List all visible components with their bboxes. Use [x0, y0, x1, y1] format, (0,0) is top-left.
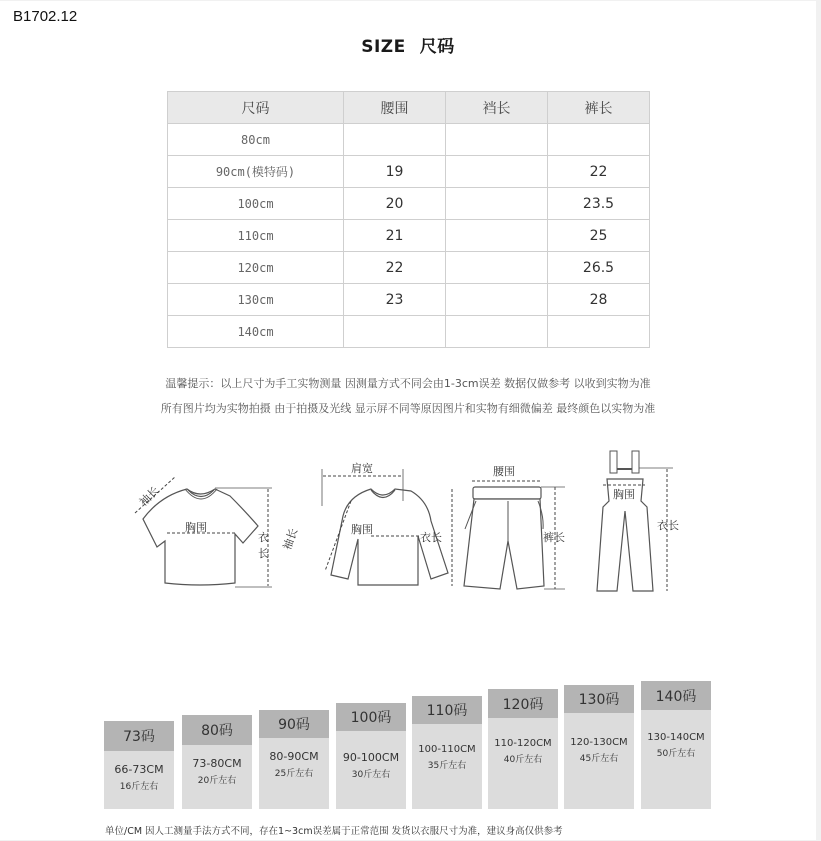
- size-block-weight: 45斤左右: [579, 754, 619, 764]
- size-block-range: 80-90CM: [269, 750, 319, 763]
- cell-size: 80cm: [168, 124, 344, 156]
- size-block: [641, 681, 711, 809]
- label-length: 衣长: [420, 531, 442, 544]
- column-header-waist: 腰围: [344, 92, 446, 124]
- label-chest: 胸围: [185, 521, 207, 534]
- label-sleeve: 袖长: [136, 483, 162, 509]
- label-length: 衣长: [258, 531, 269, 560]
- size-block-weight: 25斤左右: [274, 769, 314, 779]
- title-cn: 尺码: [419, 37, 455, 57]
- column-header-size: 尺码: [168, 92, 344, 124]
- label-length: 裤长: [543, 531, 565, 544]
- size-block-label: 90码: [259, 710, 329, 738]
- size-block-weight: 50斤左右: [656, 749, 696, 759]
- column-header-length: 裤长: [548, 92, 650, 124]
- size-block: [259, 710, 329, 809]
- note-line-2: 所有图片均为实物拍摄 由于拍摄及光线 显示屏不同等原因图片和实物有细微偏差 最终颜色以实物为准: [160, 402, 656, 415]
- footnote: 单位/CM 因人工测量手法方式不同，存在1~3cm误差属于正常范围 发货以衣服尺寸为准，建议身高仅供参考: [105, 826, 563, 837]
- cell-waist: 21: [344, 220, 446, 252]
- size-block-label: 80码: [182, 715, 252, 745]
- cell-size: 90cm(模特码): [168, 156, 344, 188]
- size-chart-page: [0, 1, 816, 840]
- column-header-rise: 裆长: [446, 92, 548, 124]
- cell-size: 110cm: [168, 220, 344, 252]
- cell-waist: 19: [344, 156, 446, 188]
- size-block: [488, 689, 558, 809]
- size-block: [104, 721, 174, 809]
- cell-size: 100cm: [168, 188, 344, 220]
- size-block: [336, 703, 406, 809]
- cell-waist: 23: [344, 284, 446, 316]
- size-block-weight: 40斤左右: [503, 755, 543, 765]
- size-block: [182, 715, 252, 809]
- label-waist: 腰围: [493, 465, 515, 478]
- size-block-label: 100码: [336, 703, 406, 731]
- size-block-weight: 30斤左右: [351, 770, 391, 780]
- cell-size: 130cm: [168, 284, 344, 316]
- cell-length: 25: [548, 220, 650, 252]
- title-en: SIZE: [361, 37, 406, 57]
- label-shoulder: 肩宽: [351, 462, 373, 475]
- size-block-range: 100-110CM: [418, 744, 476, 755]
- label-chest: 胸围: [613, 488, 635, 501]
- label-chest: 胸围: [351, 523, 373, 536]
- cell-size: 140cm: [168, 316, 344, 348]
- size-block-range: 90-100CM: [342, 751, 400, 764]
- size-block-label: 140码: [641, 681, 711, 710]
- size-block-range: 130-140CM: [647, 732, 705, 743]
- cell-length: 22: [548, 156, 650, 188]
- cell-waist: 20: [344, 188, 446, 220]
- size-block-range: 66-73CM: [114, 763, 164, 776]
- size-block-label: 120码: [488, 689, 558, 718]
- label-length: 衣长: [657, 519, 679, 532]
- note-line-1: 温馨提示：以上尺寸为手工实物测量 因测量方式不同会由1-3cm误差 数据仅做参考 以收到实物为准: [165, 377, 651, 390]
- size-block-label: 130码: [564, 685, 634, 713]
- cell-size: 120cm: [168, 252, 344, 284]
- label-sleeve: 袖长: [280, 526, 301, 552]
- cell-length: 23.5: [548, 188, 650, 220]
- size-block-weight: 35斤左右: [427, 761, 467, 771]
- size-block: [564, 685, 634, 809]
- size-block-range: 120-130CM: [570, 737, 628, 748]
- cell-length: 28: [548, 284, 650, 316]
- size-blocks: [0, 1, 816, 841]
- size-block: [412, 696, 482, 809]
- size-block-label: 110码: [412, 696, 482, 724]
- product-code: B1702.12: [13, 8, 78, 25]
- size-block-range: 73-80CM: [192, 757, 242, 770]
- cell-length: 26.5: [548, 252, 650, 284]
- size-block-range: 110-120CM: [494, 738, 552, 749]
- size-block-weight: 20斤左右: [197, 776, 237, 786]
- cell-waist: 22: [344, 252, 446, 284]
- size-block-label: 73码: [104, 721, 174, 751]
- size-block-weight: 16斤左右: [119, 782, 159, 792]
